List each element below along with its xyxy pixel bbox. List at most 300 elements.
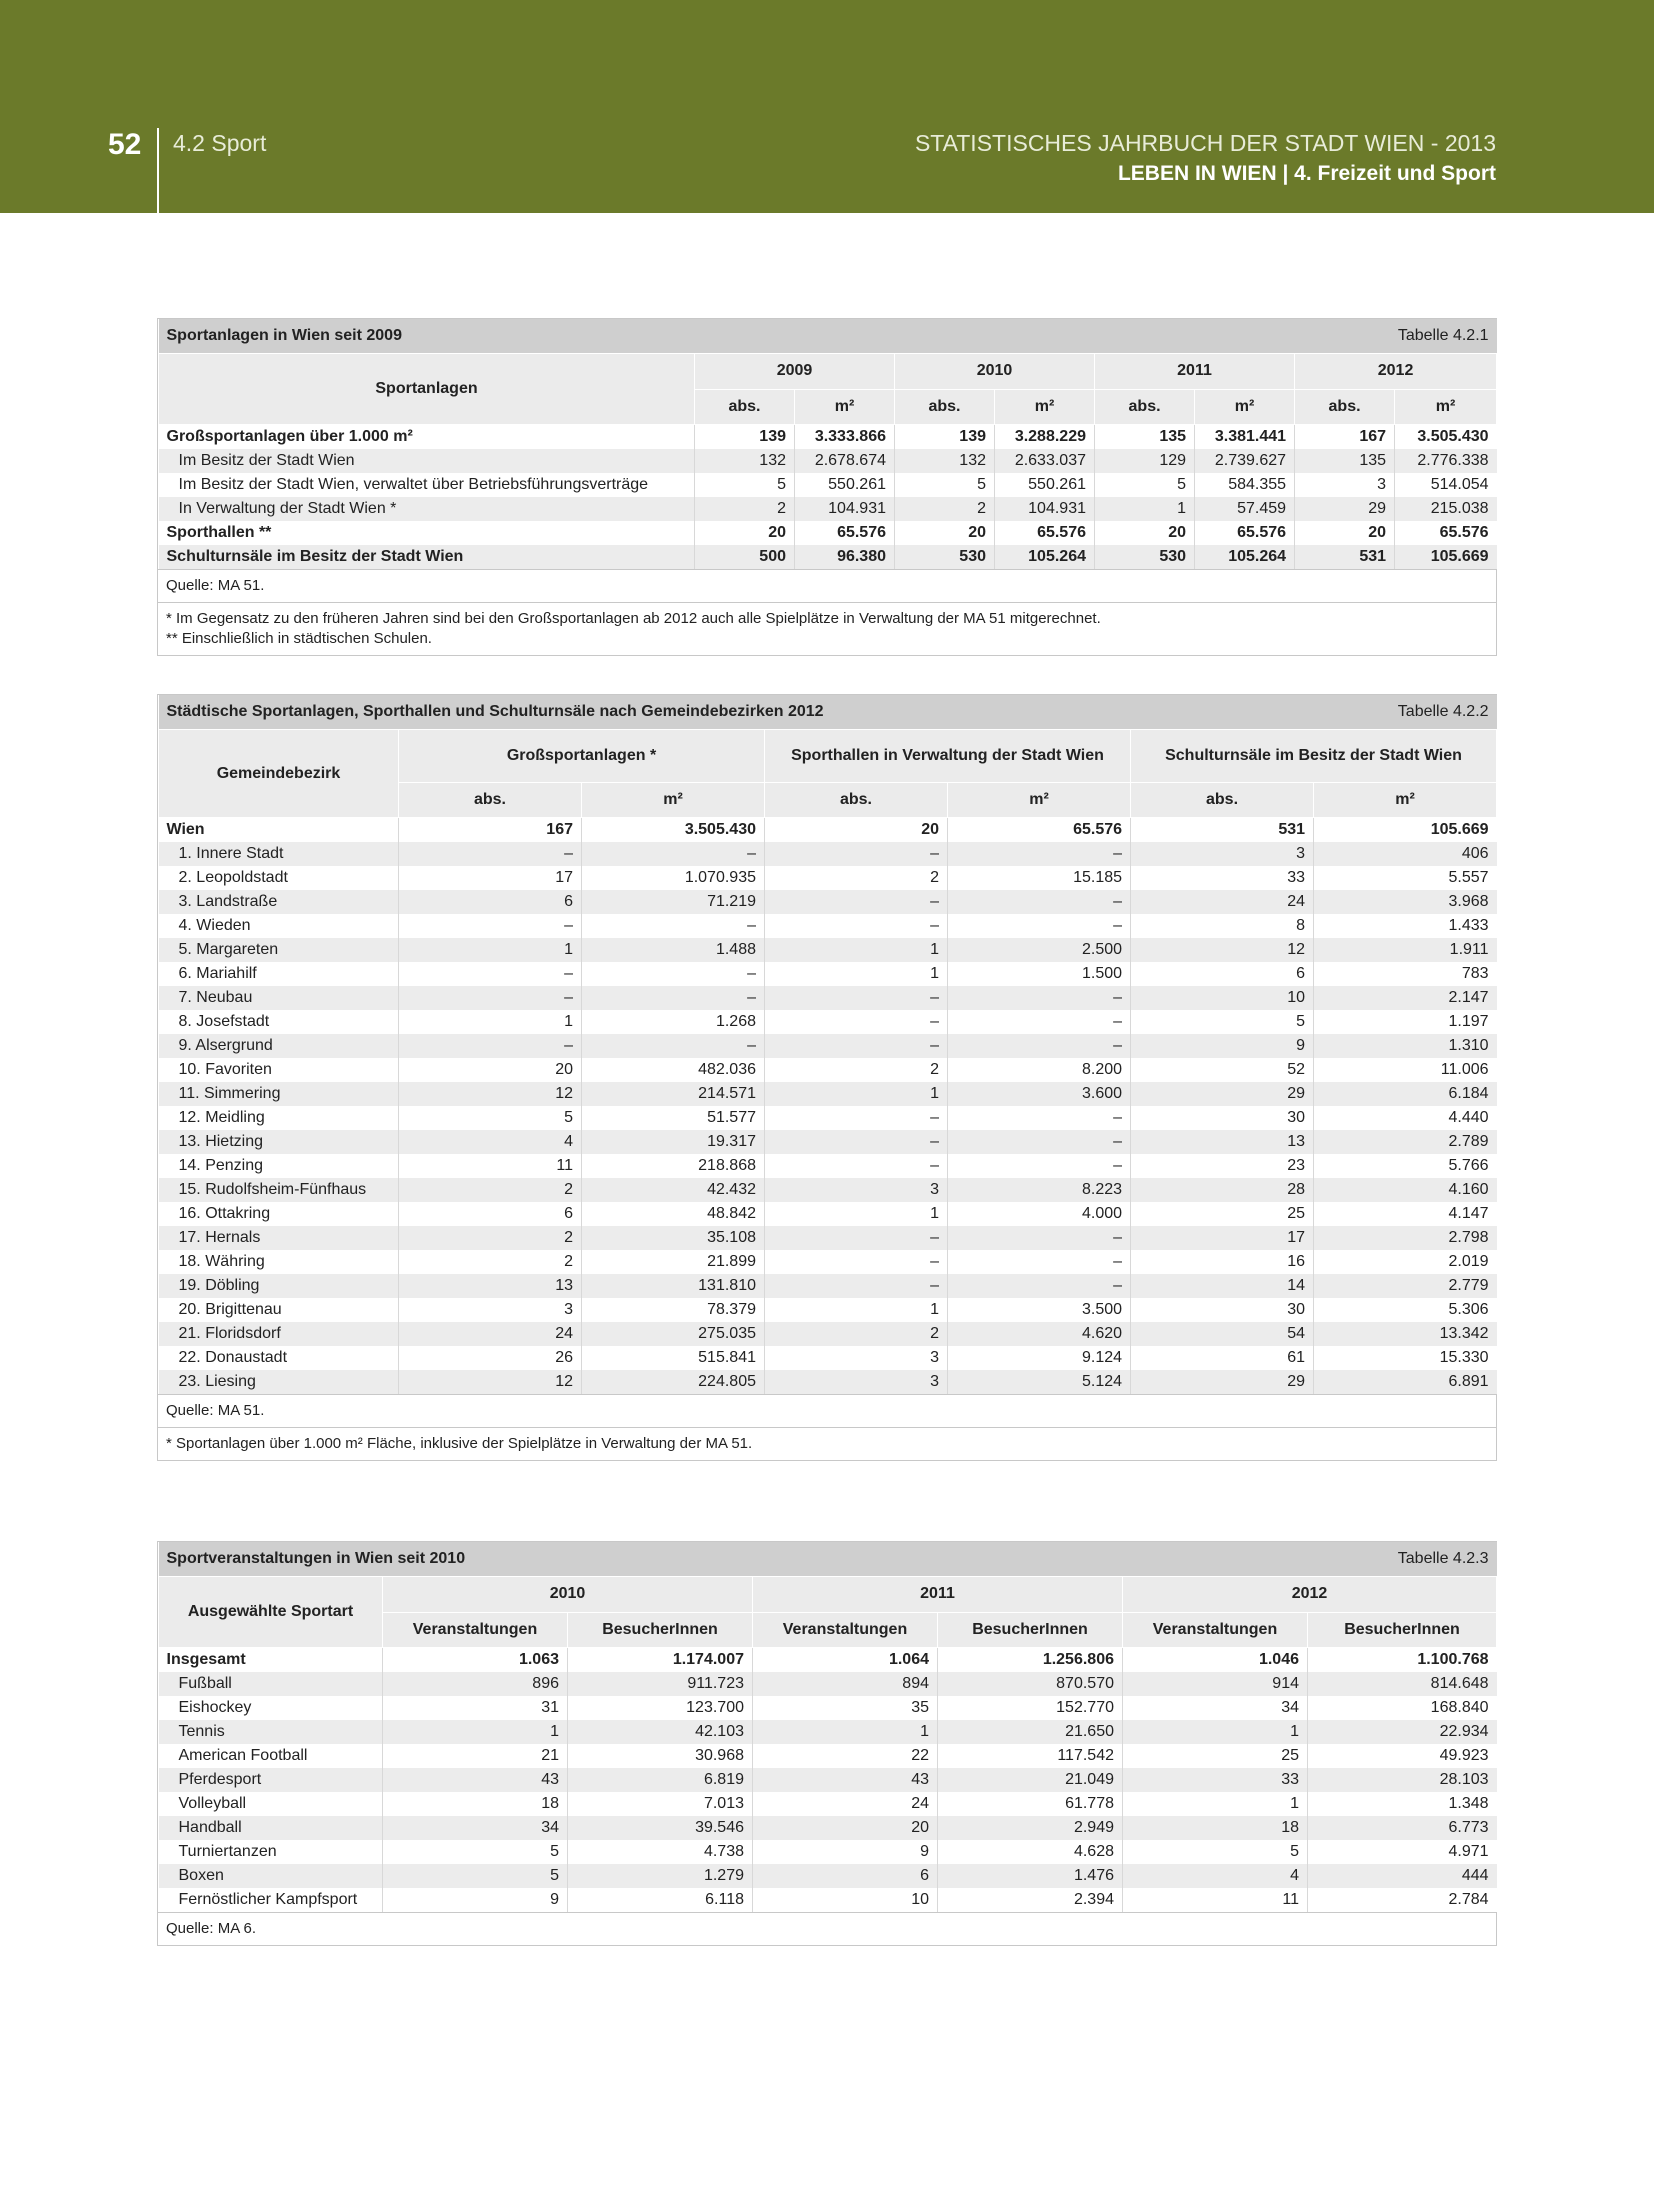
table-cell: 1 — [753, 1720, 938, 1744]
sub-header: Veranstaltungen — [1123, 1612, 1308, 1648]
table-cell: 1.100.768 — [1308, 1648, 1497, 1673]
section-label: 4.2 Sport — [173, 130, 267, 156]
table-row — [159, 1720, 1497, 1744]
table-row — [159, 1672, 1497, 1696]
table-cell: 530 — [1095, 545, 1195, 569]
table-cell: 1.064 — [753, 1648, 938, 1673]
table-cell: 11.006 — [1314, 1058, 1497, 1082]
row-label: Insgesamt — [159, 1648, 383, 1673]
table-cell: 5 — [383, 1840, 568, 1864]
table-cell: 71.219 — [582, 890, 765, 914]
table-cell: 8.223 — [948, 1178, 1131, 1202]
year-header: 2012 — [1123, 1577, 1497, 1613]
table-cell: 1.063 — [383, 1648, 568, 1673]
sub-header: m² — [1314, 783, 1497, 818]
table-cell: 21.650 — [938, 1720, 1123, 1744]
year-header: 2011 — [1095, 354, 1295, 390]
table-cell: 1.268 — [582, 1010, 765, 1034]
table-cell: 1 — [1123, 1792, 1308, 1816]
table-cell: 5.124 — [948, 1370, 1131, 1394]
table-cell: 3 — [765, 1370, 948, 1394]
table-row — [159, 1178, 1497, 1202]
group-header: Schulturnsäle im Besitz der Stadt Wien — [1131, 730, 1497, 783]
table-cell: 2.798 — [1314, 1226, 1497, 1250]
table-cell: 29 — [1295, 497, 1395, 521]
table-row — [159, 1154, 1497, 1178]
table-cell: – — [765, 986, 948, 1010]
table-cell: 3 — [1131, 842, 1314, 866]
row-label: 4. Wieden — [159, 914, 399, 938]
row-label: Fernöstlicher Kampfsport — [159, 1888, 383, 1912]
table-cell: 30 — [1131, 1298, 1314, 1322]
table-cell: – — [582, 914, 765, 938]
table-cell: 21 — [383, 1744, 568, 1768]
table-cell: 25 — [1131, 1202, 1314, 1226]
table-cell: 29 — [1131, 1082, 1314, 1106]
table-cell: 2 — [765, 1058, 948, 1082]
table-cell: 10 — [1131, 986, 1314, 1010]
table-cell: – — [399, 842, 582, 866]
table-cell: 550.261 — [995, 473, 1095, 497]
table-row — [159, 842, 1497, 866]
table-cell: 139 — [895, 425, 995, 450]
footnote: ** Einschließlich in städtischen Schulen. — [166, 630, 432, 647]
table-row — [159, 1034, 1497, 1058]
column-header: Gemeindebezirk — [159, 730, 399, 818]
table-cell: 2.739.627 — [1195, 449, 1295, 473]
table-cell: 1 — [383, 1720, 568, 1744]
table-cell: – — [582, 962, 765, 986]
table-cell: 8.200 — [948, 1058, 1131, 1082]
table-cell: 1.433 — [1314, 914, 1497, 938]
table-cell: 6 — [753, 1864, 938, 1888]
table-cell: 105.669 — [1314, 818, 1497, 843]
row-label: 16. Ottakring — [159, 1202, 399, 1226]
table-cell: 5.306 — [1314, 1298, 1497, 1322]
row-label: 23. Liesing — [159, 1370, 399, 1394]
row-label: American Football — [159, 1744, 383, 1768]
table-cell: 5.557 — [1314, 866, 1497, 890]
table-row — [159, 1816, 1497, 1840]
table-cell: 65.576 — [1195, 521, 1295, 545]
column-header: Ausgewählte Sportart — [159, 1577, 383, 1648]
sub-header: m² — [948, 783, 1131, 818]
table-cell: 14 — [1131, 1274, 1314, 1298]
table-cell: – — [582, 842, 765, 866]
table-cell: 5 — [399, 1106, 582, 1130]
table-title: Sportanlagen in Wien seit 2009 — [159, 319, 1195, 354]
table-row — [159, 890, 1497, 914]
table-cell: 9 — [383, 1888, 568, 1912]
table-cell: 13 — [399, 1274, 582, 1298]
table-row — [159, 1106, 1497, 1130]
table-row — [159, 1370, 1497, 1394]
table-cell: 21.049 — [938, 1768, 1123, 1792]
table-cell: 218.868 — [582, 1154, 765, 1178]
table-cell: 896 — [383, 1672, 568, 1696]
table-number: Tabelle 4.2.2 — [1131, 695, 1497, 730]
table-cell: 13 — [1131, 1130, 1314, 1154]
table-cell: – — [582, 1034, 765, 1058]
chapter-title: LEBEN IN WIEN | 4. Freizeit und Sport — [1117, 162, 1496, 185]
row-label: Turniertanzen — [159, 1840, 383, 1864]
table-cell: 5 — [695, 473, 795, 497]
table-cell: 117.542 — [938, 1744, 1123, 1768]
table-veranstaltungen — [157, 1541, 1497, 1946]
table-cell: 1.174.007 — [568, 1648, 753, 1673]
table-cell: 22.934 — [1308, 1720, 1497, 1744]
table-cell: – — [948, 1010, 1131, 1034]
book-title: STATISTISCHES JAHRBUCH DER STADT WIEN - 2013 — [914, 130, 1496, 156]
table-row — [159, 1298, 1497, 1322]
row-label: Tennis — [159, 1720, 383, 1744]
row-label: Großsportanlagen über 1.000 m² — [159, 425, 695, 450]
table-cell: 1 — [765, 1298, 948, 1322]
table-cell: 13.342 — [1314, 1322, 1497, 1346]
header-banner — [0, 0, 1654, 213]
table-row — [159, 962, 1497, 986]
table-row — [159, 1696, 1497, 1720]
table-cell: 48.842 — [582, 1202, 765, 1226]
table-cell: 1.500 — [948, 962, 1131, 986]
table-cell: 65.576 — [948, 818, 1131, 843]
table-cell: 31 — [383, 1696, 568, 1720]
table-cell: 870.570 — [938, 1672, 1123, 1696]
table-cell: 57.459 — [1195, 497, 1295, 521]
table-cell: 1 — [765, 962, 948, 986]
table-cell: 530 — [895, 545, 995, 569]
sub-header: BesucherInnen — [1308, 1612, 1497, 1648]
table-cell: 1 — [1123, 1720, 1308, 1744]
table-cell: 215.038 — [1395, 497, 1497, 521]
table-cell: 4.971 — [1308, 1840, 1497, 1864]
table-cell: 3.968 — [1314, 890, 1497, 914]
table-cell: 1 — [1095, 497, 1195, 521]
table-cell: 105.264 — [1195, 545, 1295, 569]
table-cell: 3.505.430 — [1395, 425, 1497, 450]
table-row — [159, 1082, 1497, 1106]
table-cell: 6 — [1131, 962, 1314, 986]
row-label: 1. Innere Stadt — [159, 842, 399, 866]
table-cell: 78.379 — [582, 1298, 765, 1322]
row-label: Wien — [159, 818, 399, 843]
row-label: 6. Mariahilf — [159, 962, 399, 986]
table-cell: 131.810 — [582, 1274, 765, 1298]
row-label: Handball — [159, 1816, 383, 1840]
source-note: Quelle: MA 51. — [158, 569, 1496, 602]
table-cell: 894 — [753, 1672, 938, 1696]
table-cell: 3 — [765, 1178, 948, 1202]
sub-header: m² — [795, 389, 895, 425]
footnote: * Im Gegensatz zu den früheren Jahren sind bei den Großsportanlagen ab 2012 auch alle Spielplätze in Verwaltung der MA 51 mitgerechnet. — [166, 610, 1101, 627]
table-cell: – — [582, 986, 765, 1010]
table-row — [159, 1840, 1497, 1864]
table-cell: – — [765, 842, 948, 866]
row-label: 10. Favoriten — [159, 1058, 399, 1082]
table-cell: 1.070.935 — [582, 866, 765, 890]
sub-header: Veranstaltungen — [383, 1612, 568, 1648]
table-cell: 2 — [765, 1322, 948, 1346]
table-cell: 34 — [1123, 1696, 1308, 1720]
table-row — [159, 1768, 1497, 1792]
table-cell: 65.576 — [995, 521, 1095, 545]
table-cell: – — [948, 1274, 1131, 1298]
table-cell: 34 — [383, 1816, 568, 1840]
table-cell: 4.738 — [568, 1840, 753, 1864]
table-cell: 21.899 — [582, 1250, 765, 1274]
row-label: 11. Simmering — [159, 1082, 399, 1106]
table-cell: 2.784 — [1308, 1888, 1497, 1912]
row-label: Volleyball — [159, 1792, 383, 1816]
table-cell: 482.036 — [582, 1058, 765, 1082]
table-cell: – — [765, 1034, 948, 1058]
table-cell: – — [948, 890, 1131, 914]
table-cell: 515.841 — [582, 1346, 765, 1370]
column-header: Sportanlagen — [159, 354, 695, 425]
year-header: 2009 — [695, 354, 895, 390]
table-cell: 35.108 — [582, 1226, 765, 1250]
table-cell: 2.776.338 — [1395, 449, 1497, 473]
row-label: In Verwaltung der Stadt Wien * — [159, 497, 695, 521]
source-note: Quelle: MA 51. — [158, 1394, 1496, 1427]
table-cell: 15.185 — [948, 866, 1131, 890]
sub-header: m² — [1395, 389, 1497, 425]
table-cell: 5 — [1131, 1010, 1314, 1034]
row-label: Boxen — [159, 1864, 383, 1888]
table-cell: 18 — [383, 1792, 568, 1816]
table-cell: 65.576 — [1395, 521, 1497, 545]
table-cell: – — [948, 1034, 1131, 1058]
table-cell: 2.019 — [1314, 1250, 1497, 1274]
table-cell: 168.840 — [1308, 1696, 1497, 1720]
table-cell: – — [948, 1250, 1131, 1274]
table-cell: 2 — [399, 1178, 582, 1202]
table-cell: – — [399, 1034, 582, 1058]
table-cell: 2.779 — [1314, 1274, 1497, 1298]
table-cell: – — [399, 914, 582, 938]
table-cell: 2.678.674 — [795, 449, 895, 473]
table-cell: 814.648 — [1308, 1672, 1497, 1696]
table-cell: 135 — [1095, 425, 1195, 450]
table-cell: 6.184 — [1314, 1082, 1497, 1106]
row-label: Im Besitz der Stadt Wien, verwaltet über Betriebsführungsverträge — [159, 473, 695, 497]
table-cell: 43 — [753, 1768, 938, 1792]
table-cell: 514.054 — [1395, 473, 1497, 497]
table-cell: 8 — [1131, 914, 1314, 938]
table-cell: 139 — [695, 425, 795, 450]
table-row — [159, 425, 1497, 450]
row-label: Fußball — [159, 1672, 383, 1696]
table-cell: 129 — [1095, 449, 1195, 473]
year-header: 2012 — [1295, 354, 1497, 390]
table-cell: 20 — [695, 521, 795, 545]
table-cell: 12 — [399, 1370, 582, 1394]
table-sportanlagen — [157, 318, 1497, 656]
table-cell: 2.500 — [948, 938, 1131, 962]
table-row — [159, 473, 1497, 497]
table-cell: 35 — [753, 1696, 938, 1720]
sub-header: abs. — [695, 389, 795, 425]
table-cell: 531 — [1295, 545, 1395, 569]
header-divider — [157, 128, 159, 213]
table-cell: 4.000 — [948, 1202, 1131, 1226]
table-cell: 4.160 — [1314, 1178, 1497, 1202]
table-cell: 3.600 — [948, 1082, 1131, 1106]
table-cell: 275.035 — [582, 1322, 765, 1346]
table-cell: 20 — [895, 521, 995, 545]
row-label: Pferdesport — [159, 1768, 383, 1792]
row-label: 9. Alsergrund — [159, 1034, 399, 1058]
table-cell: 54 — [1131, 1322, 1314, 1346]
table-cell: 2.394 — [938, 1888, 1123, 1912]
sub-header: abs. — [1095, 389, 1195, 425]
table-cell: 61.778 — [938, 1792, 1123, 1816]
footnotes — [158, 602, 1496, 655]
table-row — [159, 1648, 1497, 1673]
table-cell: 20 — [765, 818, 948, 843]
table-cell: – — [765, 1106, 948, 1130]
table-cell: – — [948, 1130, 1131, 1154]
table-cell: 3.288.229 — [995, 425, 1095, 450]
sub-header: BesucherInnen — [938, 1612, 1123, 1648]
table-cell: 214.571 — [582, 1082, 765, 1106]
table-cell: – — [948, 842, 1131, 866]
table-cell: 65.576 — [795, 521, 895, 545]
table-cell: 28 — [1131, 1178, 1314, 1202]
table-cell: 11 — [399, 1154, 582, 1178]
table-cell: 3.381.441 — [1195, 425, 1295, 450]
table-cell: 6.891 — [1314, 1370, 1497, 1394]
table-cell: 3 — [1295, 473, 1395, 497]
table-cell: 104.931 — [995, 497, 1095, 521]
row-label: 14. Penzing — [159, 1154, 399, 1178]
table-cell: 2 — [765, 866, 948, 890]
table-row — [159, 1744, 1497, 1768]
table-cell: 6.773 — [1308, 1816, 1497, 1840]
table-cell: 4.620 — [948, 1322, 1131, 1346]
sub-header: abs. — [895, 389, 995, 425]
table-cell: – — [948, 914, 1131, 938]
table-cell: 3 — [765, 1346, 948, 1370]
row-label: 5. Margareten — [159, 938, 399, 962]
table-cell: 96.380 — [795, 545, 895, 569]
row-label: 21. Floridsdorf — [159, 1322, 399, 1346]
table-cell: – — [399, 986, 582, 1010]
table-cell: 1.911 — [1314, 938, 1497, 962]
table-cell: 15.330 — [1314, 1346, 1497, 1370]
table-cell: – — [948, 986, 1131, 1010]
table-cell: 33 — [1123, 1768, 1308, 1792]
table-cell: 9 — [1131, 1034, 1314, 1058]
source-note: Quelle: MA 6. — [158, 1912, 1496, 1945]
year-header: 2010 — [895, 354, 1095, 390]
table-row — [159, 986, 1497, 1010]
group-header: Sporthallen in Verwaltung der Stadt Wien — [765, 730, 1131, 783]
table-cell: 1.348 — [1308, 1792, 1497, 1816]
table-row — [159, 1130, 1497, 1154]
table-cell: 3.505.430 — [582, 818, 765, 843]
table-cell: 6.819 — [568, 1768, 753, 1792]
table-cell: 1.488 — [582, 938, 765, 962]
table-row — [159, 818, 1497, 843]
table-cell: 9.124 — [948, 1346, 1131, 1370]
table-cell: – — [765, 1130, 948, 1154]
table-cell: 105.669 — [1395, 545, 1497, 569]
row-label: 17. Hernals — [159, 1226, 399, 1250]
table-cell: – — [948, 1226, 1131, 1250]
table-cell: 52 — [1131, 1058, 1314, 1082]
table-cell: 17 — [399, 866, 582, 890]
table-cell: 17 — [1131, 1226, 1314, 1250]
table-cell: – — [765, 1274, 948, 1298]
table-row — [159, 866, 1497, 890]
row-label: 13. Hietzing — [159, 1130, 399, 1154]
table-row — [159, 497, 1497, 521]
table-cell: 19.317 — [582, 1130, 765, 1154]
table-cell: 2 — [695, 497, 795, 521]
table-cell: 42.432 — [582, 1178, 765, 1202]
table-cell: 132 — [695, 449, 795, 473]
table-cell: 20 — [399, 1058, 582, 1082]
table-cell: – — [765, 890, 948, 914]
row-label: 22. Donaustadt — [159, 1346, 399, 1370]
table-cell: 4 — [399, 1130, 582, 1154]
row-label: 8. Josefstadt — [159, 1010, 399, 1034]
table-cell: 135 — [1295, 449, 1395, 473]
sub-header: m² — [582, 783, 765, 818]
table-cell: 4.440 — [1314, 1106, 1497, 1130]
table-cell: 24 — [1131, 890, 1314, 914]
table-row — [159, 1322, 1497, 1346]
sub-header: abs. — [1295, 389, 1395, 425]
table-cell: 1.279 — [568, 1864, 753, 1888]
table-cell: 49.923 — [1308, 1744, 1497, 1768]
table-row — [159, 449, 1497, 473]
table-cell: 406 — [1314, 842, 1497, 866]
table-cell: 105.264 — [995, 545, 1095, 569]
table-cell: 1.046 — [1123, 1648, 1308, 1673]
table-row — [159, 1226, 1497, 1250]
table-row — [159, 1010, 1497, 1034]
table-row — [159, 1058, 1497, 1082]
table-cell: 33 — [1131, 866, 1314, 890]
table-title: Sportveranstaltungen in Wien seit 2010 — [159, 1542, 1123, 1577]
table-cell: 1 — [765, 1082, 948, 1106]
table-cell: – — [948, 1154, 1131, 1178]
table-cell: 224.805 — [582, 1370, 765, 1394]
table-cell: 167 — [399, 818, 582, 843]
table-cell: 5.766 — [1314, 1154, 1497, 1178]
table-cell: 4.628 — [938, 1840, 1123, 1864]
table-cell: 39.546 — [568, 1816, 753, 1840]
group-header: Großsportanlagen * — [399, 730, 765, 783]
table-cell: 1.197 — [1314, 1010, 1497, 1034]
table-cell: 12 — [399, 1082, 582, 1106]
year-header: 2011 — [753, 1577, 1123, 1613]
table-cell: 2 — [895, 497, 995, 521]
table-cell: 4 — [1123, 1864, 1308, 1888]
table-cell: – — [765, 914, 948, 938]
table-cell: 104.931 — [795, 497, 895, 521]
table-cell: 444 — [1308, 1864, 1497, 1888]
row-label: 7. Neubau — [159, 986, 399, 1010]
table-cell: 550.261 — [795, 473, 895, 497]
row-label: 15. Rudolfsheim-Fünfhaus — [159, 1178, 399, 1202]
table-row — [159, 938, 1497, 962]
page-number: 52 — [108, 128, 142, 161]
table-cell: 2.147 — [1314, 986, 1497, 1010]
table-row — [159, 1792, 1497, 1816]
